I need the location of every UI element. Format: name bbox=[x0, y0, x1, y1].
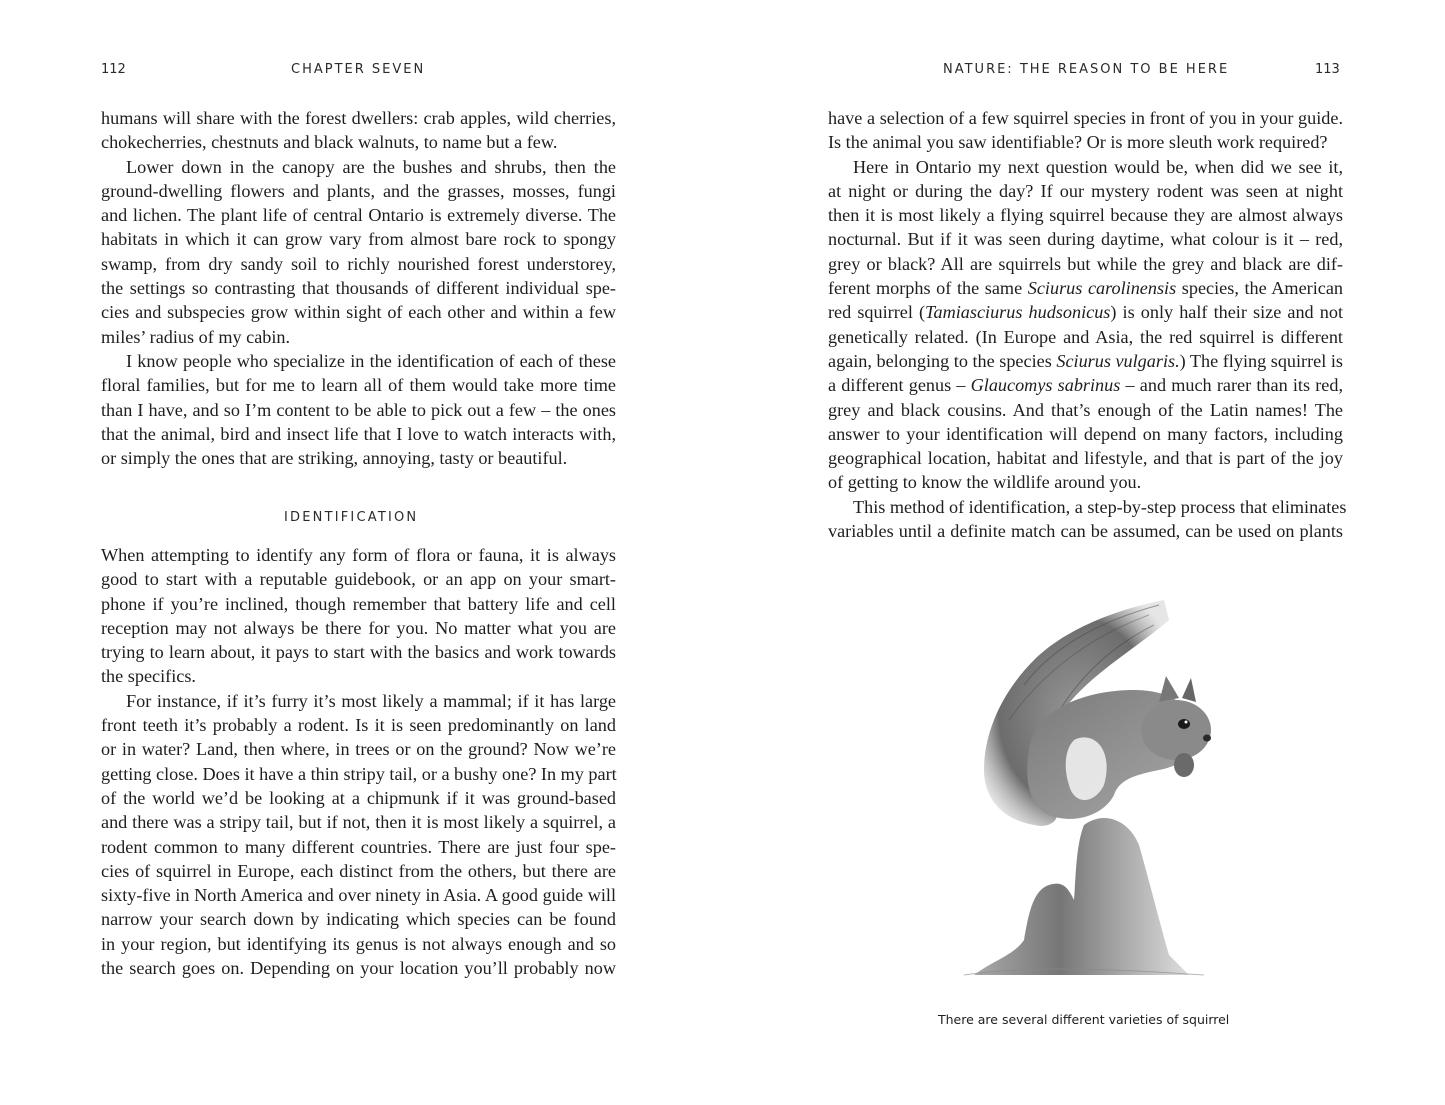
text-line: Here in Ontario my next question would be, when did we see it, bbox=[853, 156, 1343, 177]
body-text-block bbox=[101, 543, 616, 980]
text-line: of the world we’d be looking at a chipmunk if it was ground-based bbox=[101, 787, 616, 808]
text-line: again, belonging to the species Sciurus vulgaris.) The flying squirrel is bbox=[828, 350, 1343, 371]
text-line: good to start with a reputable guidebook, or an app on your smart- bbox=[101, 569, 616, 590]
text-line: have a selection of a few squirrel species in front of you in your guide. bbox=[828, 108, 1343, 128]
page-number: 112 bbox=[101, 62, 126, 77]
text-line: swamp, from dry sandy soil to richly nourished forest understorey, bbox=[101, 253, 616, 274]
text-line: sixty-five in North America and over ninety in Asia. A good guide will bbox=[101, 885, 616, 906]
text-line: Lower down in the canopy are the bushes and shrubs, then the bbox=[126, 156, 616, 177]
text-line: miles’ radius of my cabin. bbox=[101, 326, 291, 347]
latin-name: Sciurus carolinensis bbox=[1027, 278, 1177, 299]
text-line: phone if you’re inclined, though remember that battery life and cell bbox=[101, 593, 616, 614]
text-line: or in water? Land, then where, in trees or on the ground? Now we’re bbox=[101, 739, 616, 760]
text-line: or simply the ones that are striking, annoying, tasty or beautiful. bbox=[101, 448, 568, 469]
text-line: grey or black? All are squirrels but while the grey and black are dif- bbox=[828, 253, 1343, 274]
text-line: floral families, but for me to learn all of them would take more time bbox=[101, 375, 616, 396]
page-number: 113 bbox=[1315, 62, 1340, 77]
body-text-block bbox=[101, 106, 616, 470]
latin-name: Glaucomys sabrinus bbox=[970, 375, 1121, 396]
text-line: cies and subspecies grow within sight of each other and within a few bbox=[101, 302, 616, 323]
text-line: nocturnal. But if it was seen during daytime, what colour is it – red, bbox=[828, 229, 1343, 250]
section-heading: IDENTIFICATION bbox=[284, 510, 419, 525]
text-line: ground-dwelling flowers and plants, and the grasses, mosses, fungi bbox=[101, 180, 616, 201]
text-line: reception may not always be there for you. No matter what you are bbox=[101, 617, 616, 638]
text-line: and there was a stripy tail, but if not, then it is most likely a squirrel, a bbox=[101, 812, 616, 833]
text-line: and lichen. The plant life of central Ontario is extremely diverse. The bbox=[101, 205, 616, 226]
text-line: I know people who specialize in the identification of each of these bbox=[126, 350, 616, 371]
text-line: that the animal, bird and insect life that I love to watch interacts with, bbox=[101, 423, 616, 444]
text-line: trying to learn about, it pays to start with the basics and work towards bbox=[101, 642, 616, 663]
text-line: variables until a definite match can be assumed, can be used on plants bbox=[828, 521, 1343, 542]
text-line: humans will share with the forest dwellers: crab apples, wild cherries, bbox=[101, 108, 616, 128]
text-line: narrow your search down by indicating which species can be found bbox=[101, 909, 616, 930]
text-line: grey and black cousins. And that’s enough of the Latin names! The bbox=[828, 399, 1343, 420]
text-line: the settings so contrasting that thousands of different individual spe- bbox=[101, 278, 616, 299]
squirrel-head bbox=[1141, 700, 1211, 760]
body-text-block bbox=[828, 106, 1347, 543]
text-line: geographical location, habitat and lifestyle, and that is part of the joy bbox=[828, 448, 1343, 469]
text-line: front teeth it’s probably a rodent. Is it is seen predominantly on land bbox=[101, 715, 616, 736]
latin-name: Tamiasciurus hudsonicus bbox=[925, 302, 1111, 323]
text-line: When attempting to identify any form of flora or fauna, it is always bbox=[101, 545, 616, 565]
tree-stump bbox=[974, 818, 1189, 975]
right-page bbox=[722, 0, 1445, 1105]
running-head: NATURE: THE REASON TO BE HERE bbox=[943, 62, 1230, 77]
text-line: then it is most likely a flying squirrel because they are almost always bbox=[828, 205, 1343, 226]
text-line: ferent morphs of the same Sciurus carolinensis species, the American bbox=[828, 278, 1343, 299]
text-line: answer to your identification will depend on many factors, including bbox=[828, 423, 1343, 444]
text-line: getting close. Does it have a thin stripy tail, or a bushy one? In my part bbox=[101, 763, 617, 784]
figure-caption: There are several different varieties of squirrel bbox=[938, 1012, 1230, 1027]
latin-name: Sciurus vulgaris. bbox=[1056, 350, 1180, 371]
text-line: the specifics. bbox=[101, 666, 196, 687]
text-line: at night or during the day? If our mystery rodent was seen at night bbox=[828, 180, 1343, 201]
text-line: chokecherries, chestnuts and black walnuts, to name but a few. bbox=[101, 132, 558, 153]
text-line: a different genus – Glaucomys sabrinus – and much rarer than its red, bbox=[828, 375, 1343, 396]
text-line: rodent common to many different countries. There are just four spe- bbox=[101, 836, 616, 857]
text-line: habitats in which it can grow vary from almost bare rock to spongy bbox=[101, 229, 616, 250]
text-line: genetically related. (In Europe and Asia, the red squirrel is different bbox=[828, 326, 1343, 347]
text-line: This method of identification, a step-by-step process that eliminates bbox=[853, 496, 1347, 517]
text-line: of getting to know the wildlife around you. bbox=[828, 472, 1142, 493]
text-line: red squirrel (Tamiasciurus hudsonicus) is only half their size and not bbox=[828, 302, 1343, 323]
left-page bbox=[0, 0, 722, 1105]
text-line: the search goes on. Depending on your location you’ll probably now bbox=[101, 958, 616, 979]
running-head: CHAPTER SEVEN bbox=[291, 62, 426, 77]
text-line: than I have, and so I’m content to be able to pick out a few – the ones bbox=[101, 399, 616, 420]
text-line: cies of squirrel in Europe, each distinct from the others, but there are bbox=[101, 860, 616, 881]
text-line: in your region, but identifying its genus is not always enough and so bbox=[101, 933, 616, 954]
squirrel-illustration bbox=[954, 590, 1224, 980]
text-line: Is the animal you saw identifiable? Or is more sleuth work required? bbox=[828, 132, 1328, 153]
text-line: For instance, if it’s furry it’s most likely a mammal; if it has large bbox=[126, 690, 616, 711]
